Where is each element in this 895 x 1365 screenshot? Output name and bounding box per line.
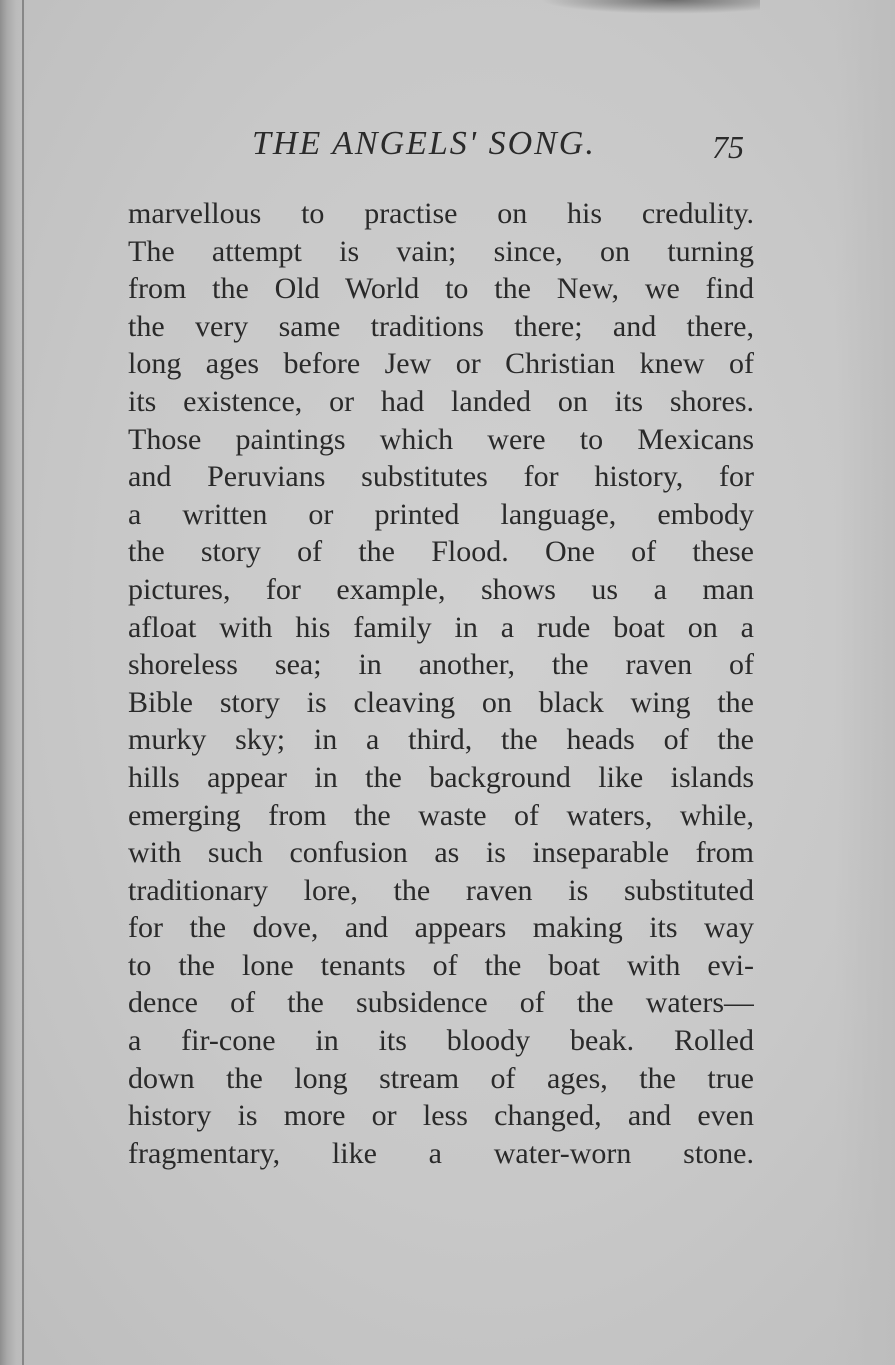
body-text — [128, 195, 754, 1172]
text-line: a fir-cone in its bloody beak. Rolled — [128, 1024, 754, 1058]
text-line: from the Old World to the New, we find — [128, 272, 754, 306]
text-line: for the dove, and appears making its way — [128, 911, 754, 945]
running-head — [252, 125, 772, 169]
text-line: emerging from the waste of waters, while, — [128, 798, 754, 832]
text-line: the very same traditions there; and there, — [128, 309, 754, 343]
text-line: dence of the subsidence of the waters— — [128, 986, 754, 1020]
text-line: Bible story is cleaving on black wing the — [128, 685, 754, 719]
text-line: to the lone tenants of the boat with evi- — [128, 948, 754, 982]
page-number: 75 — [712, 129, 744, 165]
text-line: shoreless sea; in another, the raven of — [128, 648, 754, 682]
text-line: Those paintings which were to Mexicans — [128, 422, 754, 456]
text-line: a written or printed language, embody — [128, 497, 754, 531]
text-line: its existence, or had landed on its shores. — [128, 384, 754, 418]
text-line: hills appear in the background like islands — [128, 760, 754, 794]
text-line: traditionary lore, the raven is substituted — [128, 873, 754, 907]
text-line: the story of the Flood. One of these — [128, 535, 754, 569]
text-line: history is more or less changed, and even — [128, 1099, 754, 1133]
text-line: The attempt is vain; since, on turning — [128, 234, 754, 268]
text-line: fragmentary, like a water-worn stone. — [128, 1136, 754, 1170]
text-line: long ages before Jew or Christian knew of — [128, 347, 754, 381]
running-head-title: THE ANGELS' SONG. — [252, 125, 596, 162]
text-line: murky sky; in a third, the heads of the — [128, 723, 754, 757]
text-line: with such confusion as is inseparable from — [128, 836, 754, 870]
text-line: down the long stream of ages, the true — [128, 1061, 754, 1095]
page-edge-right — [835, 0, 895, 1365]
text-line: and Peruvians substitutes for history, for — [128, 460, 754, 494]
binding-line — [22, 0, 24, 1365]
text-line: pictures, for example, shows us a man — [128, 572, 754, 606]
text-line: marvellous to practise on his credulity. — [128, 197, 754, 230]
scan-shadow — [540, 0, 760, 14]
text-line: afloat with his family in a rude boat on a — [128, 610, 754, 644]
